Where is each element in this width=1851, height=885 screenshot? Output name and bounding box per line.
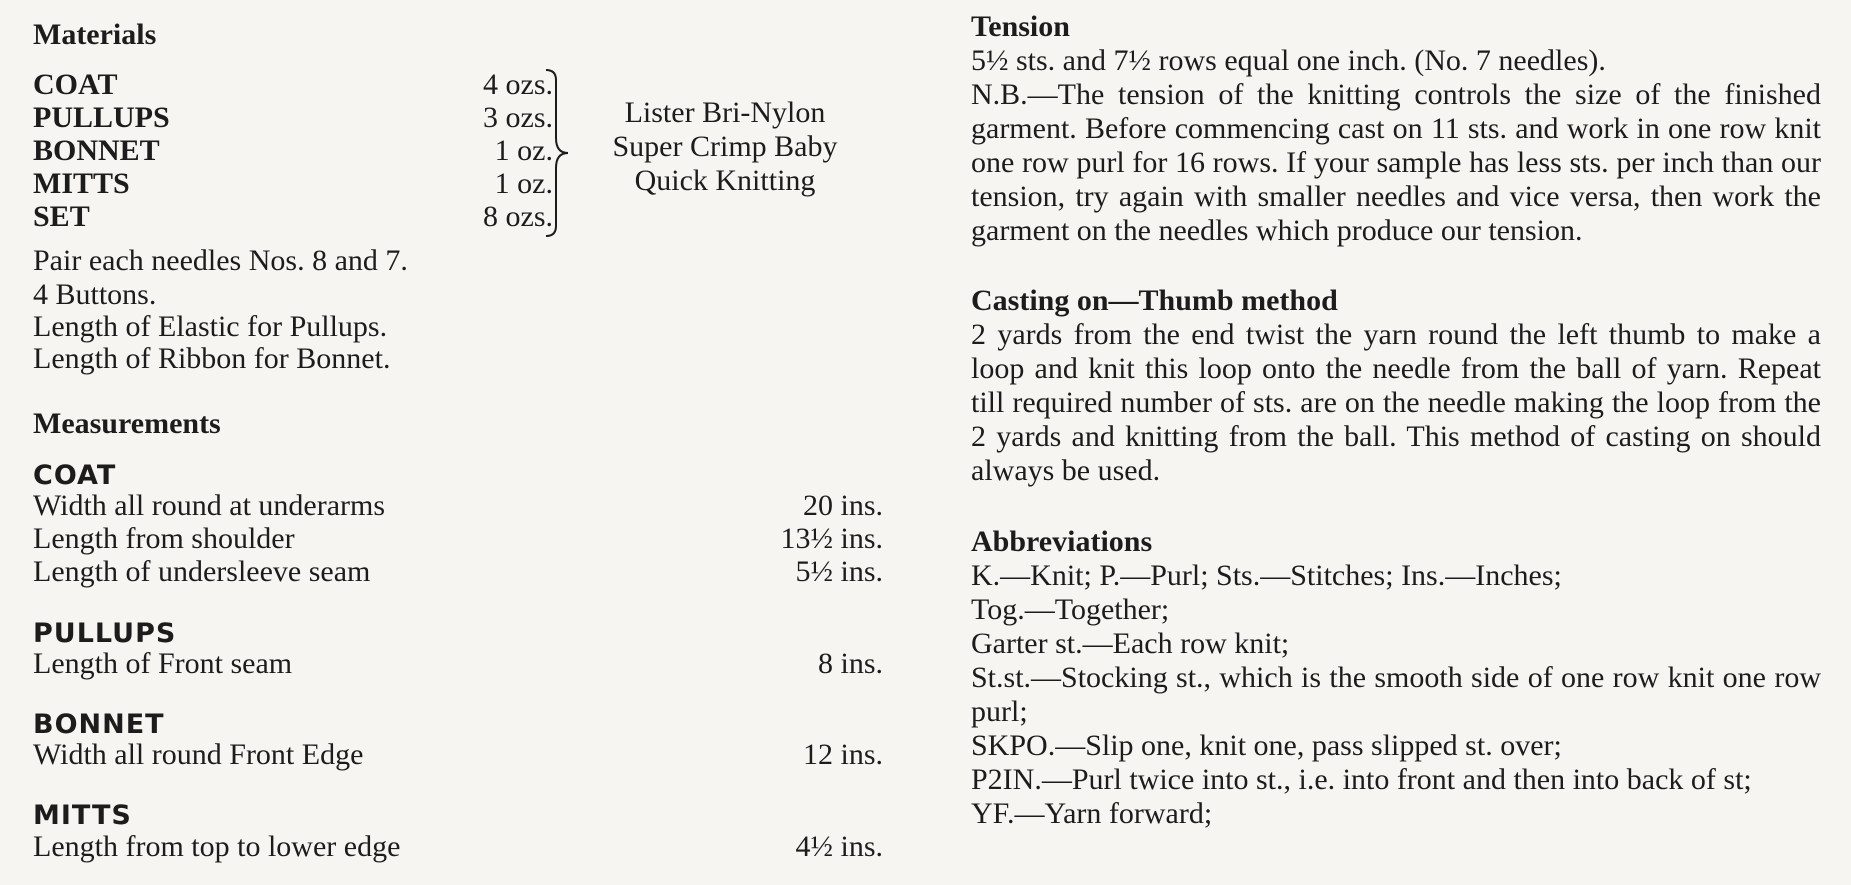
tension-body: N.B.—The tension of the knitting controls the size of the finished garment. Before commencing cast on 11 sts. and work in one row knit one row purl for 16 rows. If your sample has less sts. per inch than our tension, try again with smaller needles and vice versa, then work the garment on the needles which produce our tension. bbox=[971, 78, 1821, 247]
materials-extra-line: Pair each needles Nos. 8 and 7. bbox=[33, 244, 408, 277]
abbreviation-line: YF.—Yarn forward; bbox=[971, 797, 1213, 830]
tension-heading: Tension bbox=[971, 10, 1070, 43]
abbreviations-heading: Abbreviations bbox=[971, 525, 1153, 558]
casting-on-section bbox=[971, 284, 1821, 488]
abbreviation-line: SKPO.—Slip one, knit one, pass slipped st. over; bbox=[971, 729, 1562, 762]
abbreviation-line: St.st.—Stocking st., which is the smooth side of one row knit one row purl; bbox=[971, 661, 1821, 728]
material-name: MITTS bbox=[33, 167, 130, 200]
materials-heading: Materials bbox=[33, 18, 157, 51]
tension-section bbox=[971, 10, 1821, 248]
measurement-row bbox=[33, 738, 883, 772]
casting-on-body: 2 yards from the end twist the yarn round the left thumb to make a loop and knit this loop onto the needle from the ball of yarn. Repeat till required number of sts. are on the needle making the loop from the 2 yards and knitting from the ball. This method of casting on should always be used. bbox=[971, 318, 1821, 487]
measurement-value: 12 ins. bbox=[802, 738, 883, 771]
measurement-row bbox=[33, 555, 883, 589]
material-qty: 4 ozs. bbox=[483, 68, 553, 101]
tension-gauge-line: 5½ sts. and 7½ rows equal one inch. (No. 7 needles). bbox=[971, 44, 1606, 77]
measurement-row bbox=[33, 489, 883, 523]
material-row bbox=[33, 134, 553, 168]
coat-heading: COAT bbox=[33, 460, 117, 491]
measurement-label: Width all round at underarms bbox=[33, 489, 386, 522]
measurement-value: 4½ ins. bbox=[795, 830, 883, 863]
material-qty: 1 oz. bbox=[494, 167, 553, 200]
materials-extra-line: 4 Buttons. bbox=[33, 278, 157, 311]
abbreviations-section bbox=[971, 525, 1821, 831]
measurement-value: 13½ ins. bbox=[780, 522, 883, 555]
measurement-label: Length from top to lower edge bbox=[33, 830, 401, 863]
material-qty: 1 oz. bbox=[494, 134, 553, 167]
measurement-row bbox=[33, 522, 883, 556]
curly-brace-icon bbox=[542, 68, 582, 238]
material-row bbox=[33, 200, 553, 234]
material-name: COAT bbox=[33, 68, 118, 101]
yarn-line: Super Crimp Baby bbox=[612, 130, 838, 163]
measurement-label: Length of Front seam bbox=[33, 647, 293, 680]
measurements-heading: Measurements bbox=[33, 407, 221, 440]
yarn-line: Quick Knitting bbox=[634, 164, 816, 197]
material-name: BONNET bbox=[33, 134, 160, 167]
yarn-line: Lister Bri-Nylon bbox=[624, 96, 826, 129]
materials-extra-line: Length of Elastic for Pullups. bbox=[33, 310, 388, 343]
measurement-value: 8 ins. bbox=[817, 647, 883, 680]
material-row bbox=[33, 101, 553, 135]
measurement-value: 20 ins. bbox=[802, 489, 883, 522]
measurement-label: Length from shoulder bbox=[33, 522, 295, 555]
material-row bbox=[33, 167, 553, 201]
bonnet-heading: BONNET bbox=[33, 709, 165, 740]
casting-on-heading: Casting on—Thumb method bbox=[971, 284, 1338, 317]
material-qty: 3 ozs. bbox=[483, 101, 553, 134]
measurement-label: Width all round Front Edge bbox=[33, 738, 364, 771]
material-name: PULLUPS bbox=[33, 101, 170, 134]
abbreviation-line: K.—Knit; P.—Purl; Sts.—Stitches; Ins.—Inches; bbox=[971, 559, 1562, 592]
pullups-heading: PULLUPS bbox=[33, 618, 177, 649]
material-qty: 8 ozs. bbox=[483, 200, 553, 233]
abbreviation-line: P2IN.—Purl twice into st., i.e. into front and then into back of st; bbox=[971, 763, 1752, 796]
mitts-heading: MITTS bbox=[33, 800, 132, 831]
abbreviation-line: Tog.—Together; bbox=[971, 593, 1170, 626]
material-name: SET bbox=[33, 200, 90, 233]
yarn-description bbox=[580, 96, 870, 198]
abbreviation-line: Garter st.—Each row knit; bbox=[971, 627, 1290, 660]
materials-extra-line: Length of Ribbon for Bonnet. bbox=[33, 342, 391, 375]
measurement-row bbox=[33, 647, 883, 681]
measurement-label: Length of undersleeve seam bbox=[33, 555, 371, 588]
measurement-row bbox=[33, 830, 883, 864]
material-row bbox=[33, 68, 553, 102]
measurement-value: 5½ ins. bbox=[795, 555, 883, 588]
